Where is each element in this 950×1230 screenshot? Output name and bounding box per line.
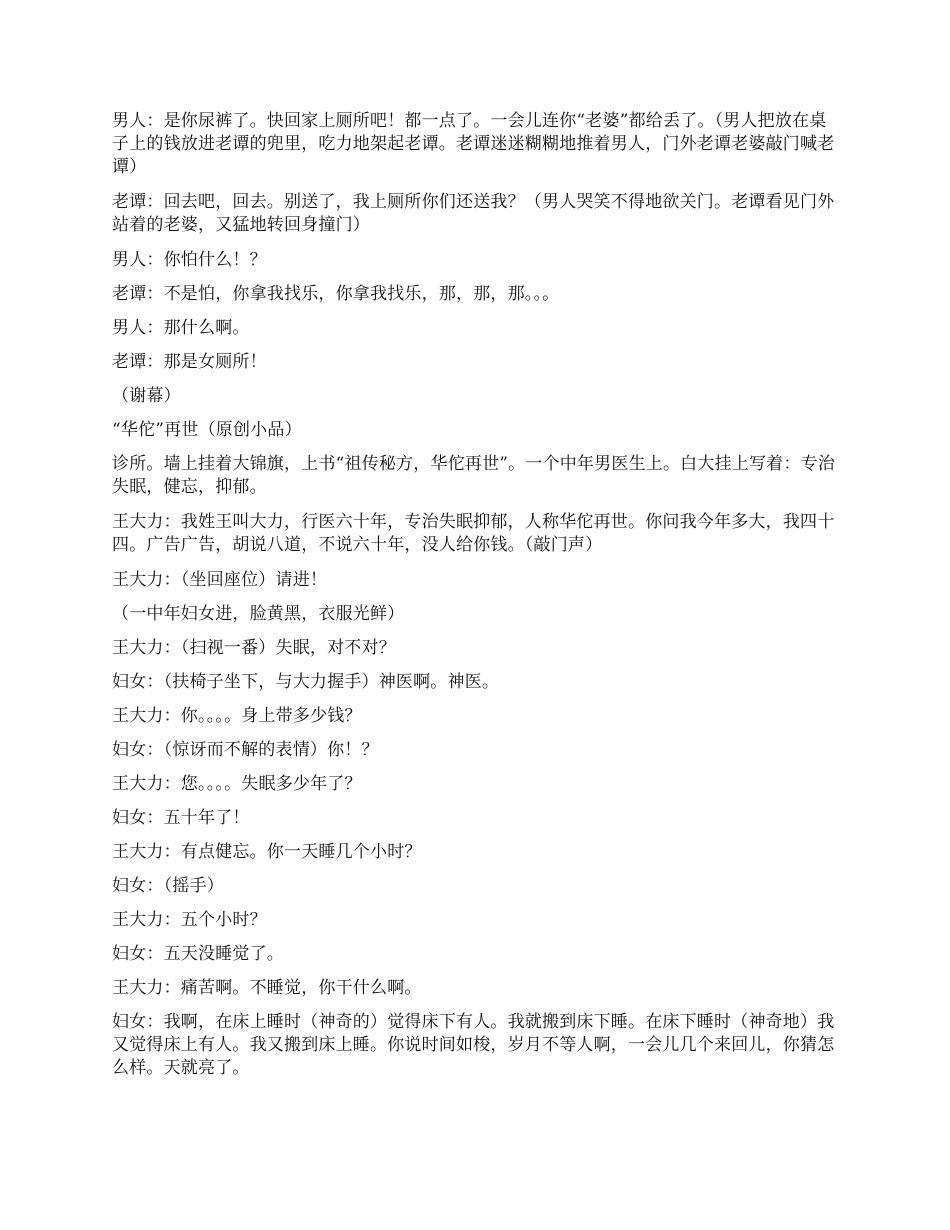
- paragraph-16: 妇女：（惊讶而不解的表情）你！？: [112, 740, 379, 760]
- paragraph-21: 王大力：五个小时？: [112, 910, 267, 930]
- paragraph-24: 妇女：我啊，在床上睡时（神奇的）觉得床下有人。我就搬到床下睡。在床下睡时（神奇地）我又觉得床上有人。我又搬到床上睡。你说时间如梭，岁月不等人啊，一会儿几个来回儿，你猜怎么样。天就亮了。: [112, 1012, 835, 1078]
- paragraph-23: 王大力：痛苦啊。不睡觉，你干什么啊。: [112, 978, 422, 998]
- paragraph-12: （一中年妇女进，脸黄黑，衣服光鲜）: [112, 604, 405, 624]
- paragraph-19: 王大力：有点健忘。你一天睡几个小时？: [112, 842, 422, 862]
- paragraph-7: （谢幕）: [112, 386, 181, 406]
- paragraph-5: 男人：那什么啊。: [112, 318, 250, 338]
- paragraph-6: 老谭：那是女厕所！: [112, 352, 267, 372]
- paragraph-10: 王大力：我姓王叫大力，行医六十年，专治失眠抑郁，人称华佗再世。你问我今年多大，我四十四。广告广告，胡说八道，不说六十年，没人给你钱。（敲门声）: [112, 512, 835, 555]
- paragraph-9: 诊所。墙上挂着大锦旗，上书“祖传秘方，华佗再世”。一个中年男医生上。白大挂上写着：专治失眠，健忘，抑郁。: [112, 454, 835, 497]
- paragraph-18: 妇女：五十年了！: [112, 808, 250, 828]
- paragraph-20: 妇女：（摇手）: [112, 876, 224, 896]
- paragraph-1: 男人：是你尿裤了。快回家上厕所吧！都一点了。一会儿连你“老婆”都给丢了。（男人把放在桌子上的钱放进老谭的兜里，吃力地架起老谭。老谭迷迷糊糊地推着男人，门外老谭老婆敲门喊老谭）: [112, 111, 835, 177]
- paragraph-3: 男人：你怕什么！？: [112, 250, 267, 270]
- paragraph-2: 老谭：回去吧，回去。别送了，我上厕所你们还送我？（男人哭笑不得地欲关门。老谭看见门外站着的老婆，又猛地转回身撞门）: [112, 192, 835, 235]
- paragraph-4: 老谭：不是怕，你拿我找乐，你拿我找乐，那，那，那。。。: [112, 284, 560, 304]
- paragraph-22: 妇女：五天没睡觉了。: [112, 944, 284, 964]
- section-title: “华佗”再世（原创小品）: [112, 420, 302, 440]
- paragraph-13: 王大力：（扫视一番）失眠，对不对？: [112, 638, 396, 658]
- paragraph-14: 妇女：（扶椅子坐下，与大力握手）神医啊。神医。: [112, 672, 500, 692]
- paragraph-11: 王大力：（坐回座位）请进！: [112, 570, 328, 590]
- paragraph-15: 王大力：你。。。。身上带多少钱？: [112, 706, 362, 726]
- paragraph-17: 王大力：您。。。。失眠多少年了？: [112, 774, 362, 794]
